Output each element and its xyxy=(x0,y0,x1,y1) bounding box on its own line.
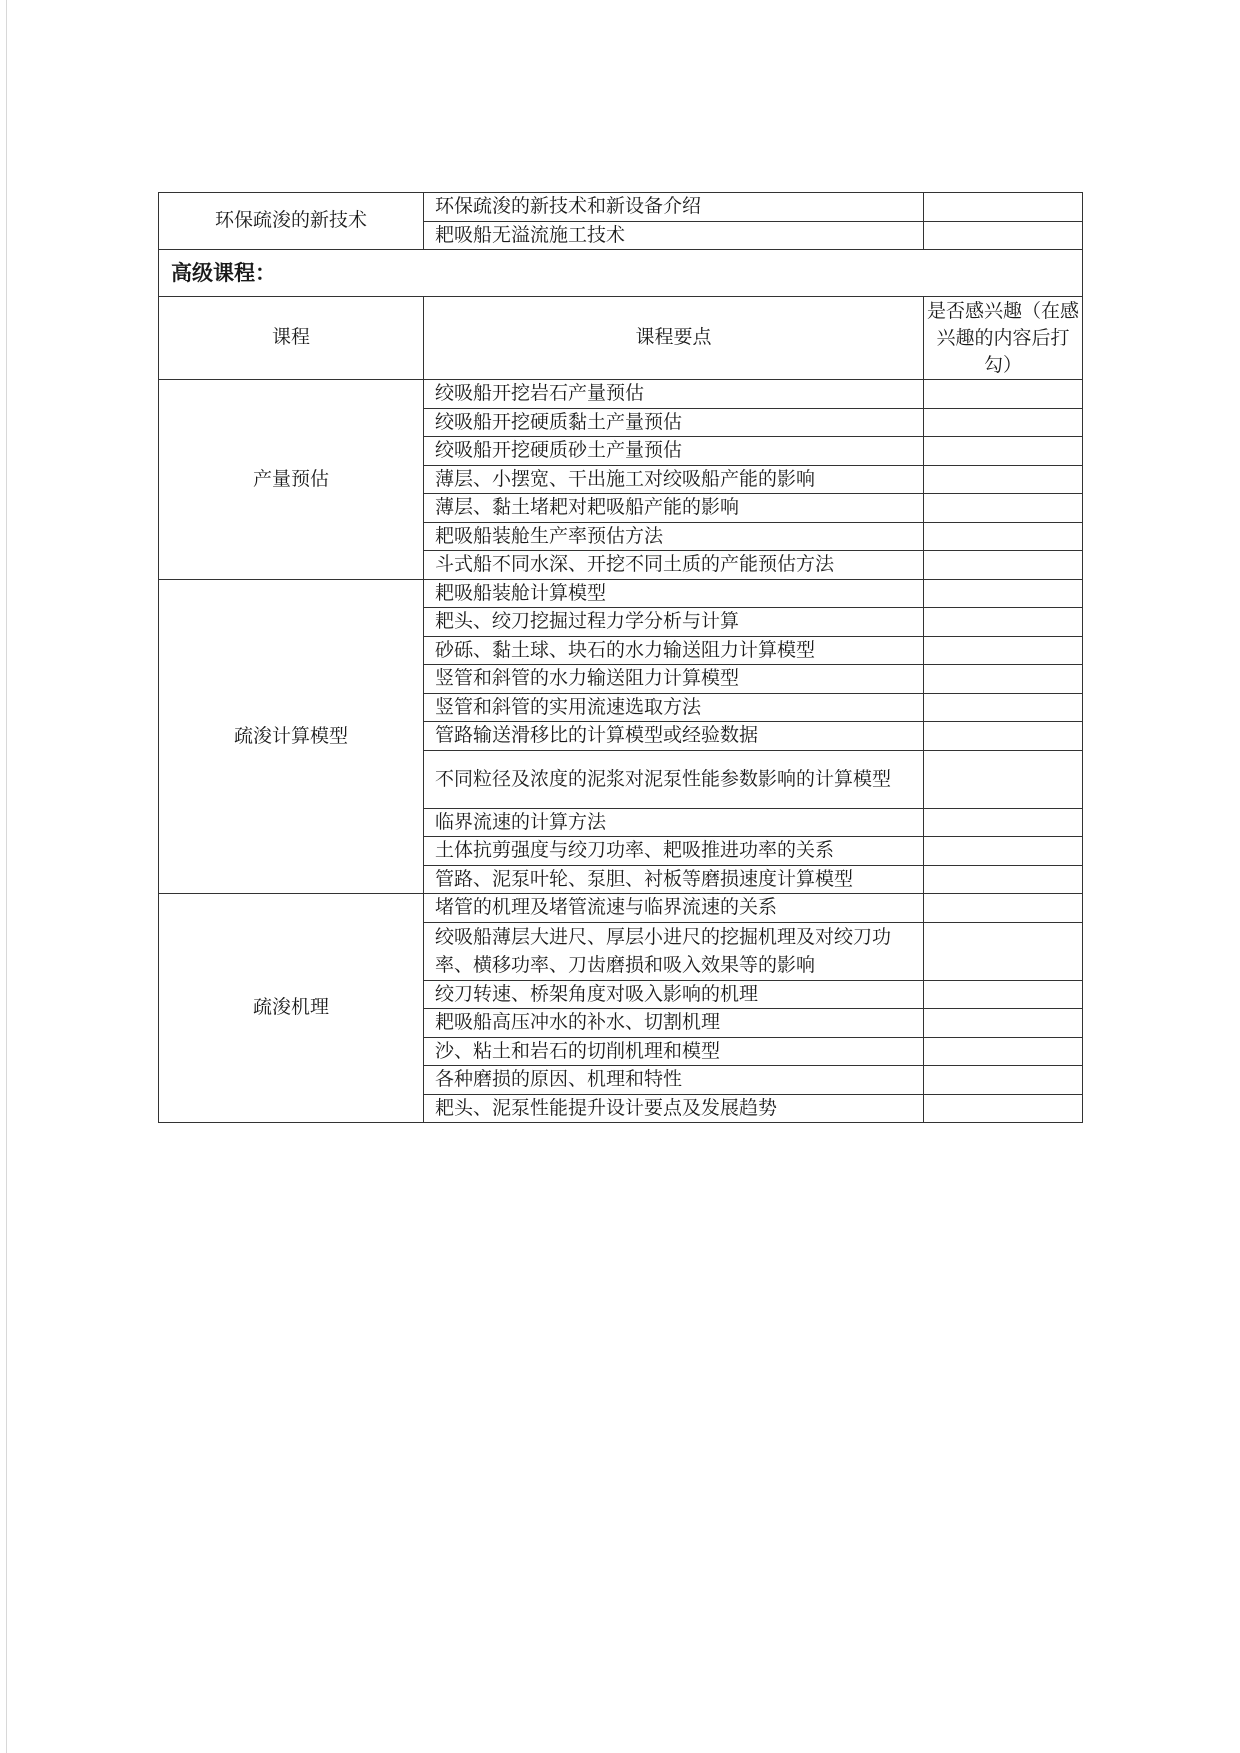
course-point: 耙吸船装舱生产率预估方法 xyxy=(424,522,924,551)
course-point: 绞吸船开挖硬质黏土产量预估 xyxy=(424,408,924,437)
course-point: 竖管和斜管的水力输送阻力计算模型 xyxy=(424,665,924,694)
course-point: 砂砾、黏土球、块石的水力输送阻力计算模型 xyxy=(424,636,924,665)
interest-checkbox-cell[interactable] xyxy=(924,1066,1083,1095)
interest-checkbox-cell[interactable] xyxy=(924,1094,1083,1123)
interest-checkbox-cell[interactable] xyxy=(924,551,1083,580)
interest-checkbox-cell[interactable] xyxy=(924,437,1083,466)
course-point: 绞吸船薄层大进尺、厚层小进尺的挖掘机理及对绞刀功率、横移功率、刀齿磨损和吸入效果等的影响 xyxy=(424,922,924,980)
course-point: 环保疏浚的新技术和新设备介绍 xyxy=(424,193,924,222)
table-row xyxy=(159,579,1083,608)
course-point: 不同粒径及浓度的泥浆对泥泵性能参数影响的计算模型 xyxy=(424,750,924,808)
course-point: 沙、粘土和岩石的切削机理和模型 xyxy=(424,1037,924,1066)
course-point: 耙头、泥泵性能提升设计要点及发展趋势 xyxy=(424,1094,924,1123)
interest-checkbox-cell[interactable] xyxy=(924,750,1083,808)
header-course: 课程 xyxy=(159,297,424,380)
course-point: 薄层、黏土堵耙对耙吸船产能的影响 xyxy=(424,494,924,523)
course-point: 薄层、小摆宽、干出施工对绞吸船产能的影响 xyxy=(424,465,924,494)
interest-checkbox-cell[interactable] xyxy=(924,865,1083,894)
interest-checkbox-cell[interactable] xyxy=(924,894,1083,923)
course-point: 管路输送滑移比的计算模型或经验数据 xyxy=(424,722,924,751)
course-point: 耙吸船装舱计算模型 xyxy=(424,579,924,608)
header-interest: 是否感兴趣（在感兴趣的内容后打勾） xyxy=(924,297,1083,380)
course-point: 耙头、绞刀挖掘过程力学分析与计算 xyxy=(424,608,924,637)
course-cell: 疏浚计算模型 xyxy=(159,579,424,894)
interest-checkbox-cell[interactable] xyxy=(924,980,1083,1009)
table-row xyxy=(159,193,1083,222)
course-point: 堵管的机理及堵管流速与临界流速的关系 xyxy=(424,894,924,923)
interest-checkbox-cell[interactable] xyxy=(924,193,1083,222)
course-point: 耙吸船无溢流施工技术 xyxy=(424,221,924,250)
interest-checkbox-cell[interactable] xyxy=(924,665,1083,694)
interest-checkbox-cell[interactable] xyxy=(924,221,1083,250)
section-row xyxy=(159,250,1083,297)
course-point: 绞吸船开挖岩石产量预估 xyxy=(424,380,924,409)
course-point: 绞刀转速、桥架角度对吸入影响的机理 xyxy=(424,980,924,1009)
interest-checkbox-cell[interactable] xyxy=(924,608,1083,637)
course-interest-table xyxy=(158,192,1083,1123)
course-point: 土体抗剪强度与绞刀功率、耙吸推进功率的关系 xyxy=(424,837,924,866)
interest-checkbox-cell[interactable] xyxy=(924,579,1083,608)
interest-checkbox-cell[interactable] xyxy=(924,636,1083,665)
table-row xyxy=(159,894,1083,923)
course-point: 绞吸船开挖硬质砂土产量预估 xyxy=(424,437,924,466)
course-point: 竖管和斜管的实用流速选取方法 xyxy=(424,693,924,722)
interest-checkbox-cell[interactable] xyxy=(924,1037,1083,1066)
course-point: 临界流速的计算方法 xyxy=(424,808,924,837)
header-points: 课程要点 xyxy=(424,297,924,380)
interest-checkbox-cell[interactable] xyxy=(924,465,1083,494)
course-cell: 产量预估 xyxy=(159,380,424,580)
interest-checkbox-cell[interactable] xyxy=(924,722,1083,751)
header-row xyxy=(159,297,1083,380)
interest-checkbox-cell[interactable] xyxy=(924,808,1083,837)
scan-edge-line xyxy=(6,0,7,1753)
interest-checkbox-cell[interactable] xyxy=(924,522,1083,551)
course-point: 管路、泥泵叶轮、泵胆、衬板等磨损速度计算模型 xyxy=(424,865,924,894)
course-point: 耙吸船高压冲水的补水、切割机理 xyxy=(424,1009,924,1038)
course-point: 斗式船不同水深、开挖不同土质的产能预估方法 xyxy=(424,551,924,580)
course-cell: 疏浚机理 xyxy=(159,894,424,1123)
interest-checkbox-cell[interactable] xyxy=(924,408,1083,437)
interest-checkbox-cell[interactable] xyxy=(924,380,1083,409)
course-point: 各种磨损的原因、机理和特性 xyxy=(424,1066,924,1095)
interest-checkbox-cell[interactable] xyxy=(924,693,1083,722)
interest-checkbox-cell[interactable] xyxy=(924,1009,1083,1038)
interest-checkbox-cell[interactable] xyxy=(924,837,1083,866)
interest-checkbox-cell[interactable] xyxy=(924,494,1083,523)
table-row xyxy=(159,380,1083,409)
course-cell: 环保疏浚的新技术 xyxy=(159,193,424,250)
section-title: 高级课程： xyxy=(159,250,1083,297)
interest-checkbox-cell[interactable] xyxy=(924,922,1083,980)
